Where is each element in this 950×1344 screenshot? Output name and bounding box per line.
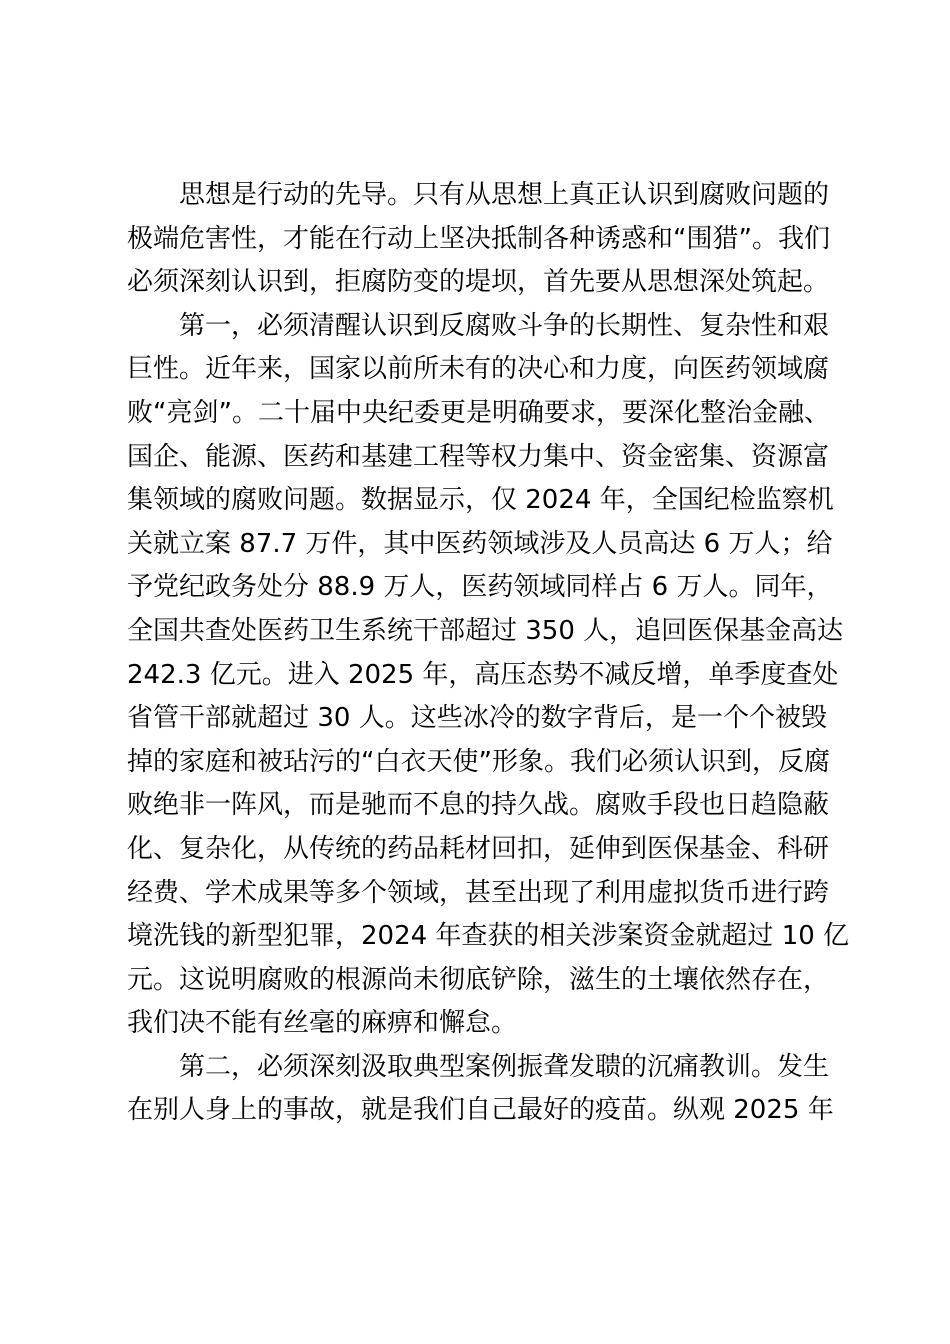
text-line: 必须深刻认识到，拒腐防变的堤坝，首先要从思想深处筑起。 — [127, 267, 830, 298]
text-line: 掉的家庭和被玷污的“白衣天使”形象。我们必须认识到，反腐 — [127, 746, 830, 777]
text-line: 全国共查处医药卫生系统干部超过 350 人，追回医保基金高达 — [127, 615, 844, 646]
text-line: 境洗钱的新型犯罪，2024 年查获的相关涉案资金就超过 10 亿 — [127, 921, 850, 952]
text-line: 242.3 亿元。进入 2025 年，高压态势不减反增，单季度查处 — [127, 659, 839, 690]
text-line: 败绝非一阵风，而是驰而不息的持久战。腐败手段也日趋隐蔽 — [127, 790, 830, 821]
body-text — [127, 174, 850, 1133]
text-line: 巨性。近年来，国家以前所未有的决心和力度，向医药领域腐 — [127, 354, 830, 385]
text-line: 国企、能源、医药和基建工程等权力集中、资金密集、资源富 — [127, 441, 830, 472]
text-line: 败“亮剑”。二十届中央纪委更是明确要求，要深化整治金融、 — [127, 397, 830, 428]
paragraph-first-point — [127, 305, 850, 1046]
text-line: 第一，必须清醒认识到反腐败斗争的长期性、复杂性和艰 — [179, 310, 830, 341]
text-line: 思想是行动的先导。只有从思想上真正认识到腐败问题的 — [179, 180, 830, 210]
text-line: 化、复杂化，从传统的药品耗材回扣，延伸到医保基金、科研 — [127, 833, 830, 864]
text-line: 第二，必须深刻汲取典型案例振聋发聩的沉痛教训。发生 — [179, 1051, 830, 1082]
text-line: 元。这说明腐败的根源尚未彻底铲除，滋生的土壤依然存在， — [127, 964, 830, 995]
text-line: 经费、学术成果等多个领域，甚至出现了利用虚拟货币进行跨 — [127, 877, 830, 908]
text-line: 予党纪政务处分 88.9 万人，医药领域同样占 6 万人。同年， — [127, 572, 833, 603]
text-line: 省管干部就超过 30 人。这些冰冷的数字背后，是一个个被毁 — [127, 703, 827, 734]
text-line: 极端危害性，才能在行动上坚决抵制各种诱惑和“围猎”。我们 — [127, 223, 830, 254]
text-line: 关就立案 87.7 万件，其中医药领域涉及人员高达 6 万人；给 — [127, 528, 833, 559]
text-line: 集领域的腐败问题。数据显示，仅 2024 年，全国纪检监察机 — [127, 485, 834, 516]
paragraph-intro — [127, 174, 830, 305]
text-line: 我们决不能有丝毫的麻痹和懈怠。 — [127, 1008, 518, 1039]
text-line: 在别人身上的事故，就是我们自己最好的疫苗。纵观 2025 年 — [127, 1095, 834, 1126]
paragraph-second-point — [127, 1046, 834, 1133]
